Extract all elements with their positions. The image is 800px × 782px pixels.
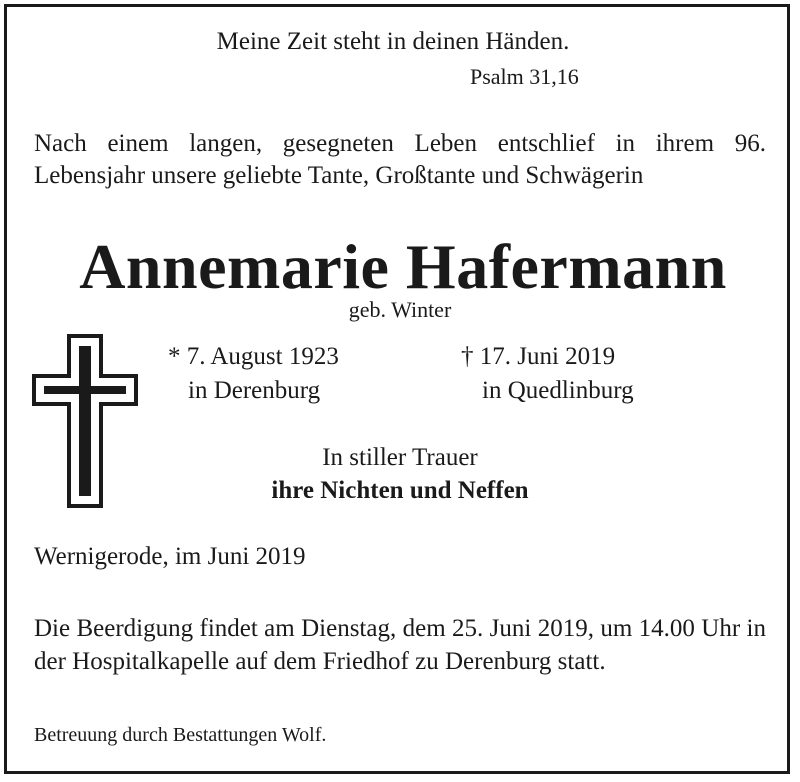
death-place: in Quedlinburg <box>482 377 634 404</box>
intro-text: Nach einem langen, gesegneten Leben entschlief in ihrem 96. Lebensjahr unsere geliebte Tante, Großtante und Schwägerin <box>34 130 766 189</box>
death-date: † 17. Juni 2019 <box>461 343 616 370</box>
mourners-names: ihre Nichten und Neffen <box>271 477 529 504</box>
birth-info <box>168 340 339 408</box>
place-date: Wernigerode, im Juni 2019 <box>34 543 306 570</box>
deceased-name: Annemarie Hafermann <box>79 231 727 302</box>
motto-source: Psalm 31,16 <box>470 64 579 89</box>
motto-verse: Meine Zeit steht in deinen Händen. <box>216 28 570 55</box>
death-info <box>461 340 634 408</box>
mourning-line: In stiller Trauer <box>322 444 478 471</box>
funeral-notice: Die Beerdigung findet am Dienstag, dem 25. Juni 2019, um 14.00 Uhr in der Hospitalkapelle auf dem Friedhof zu Derenburg statt. <box>34 615 766 675</box>
birth-place: in Derenburg <box>188 377 321 404</box>
birth-name: geb. Winter <box>348 297 452 322</box>
birth-date: * 7. August 1923 <box>168 343 339 370</box>
undertaker-note: Betreuung durch Bestattungen Wolf. <box>34 724 327 746</box>
